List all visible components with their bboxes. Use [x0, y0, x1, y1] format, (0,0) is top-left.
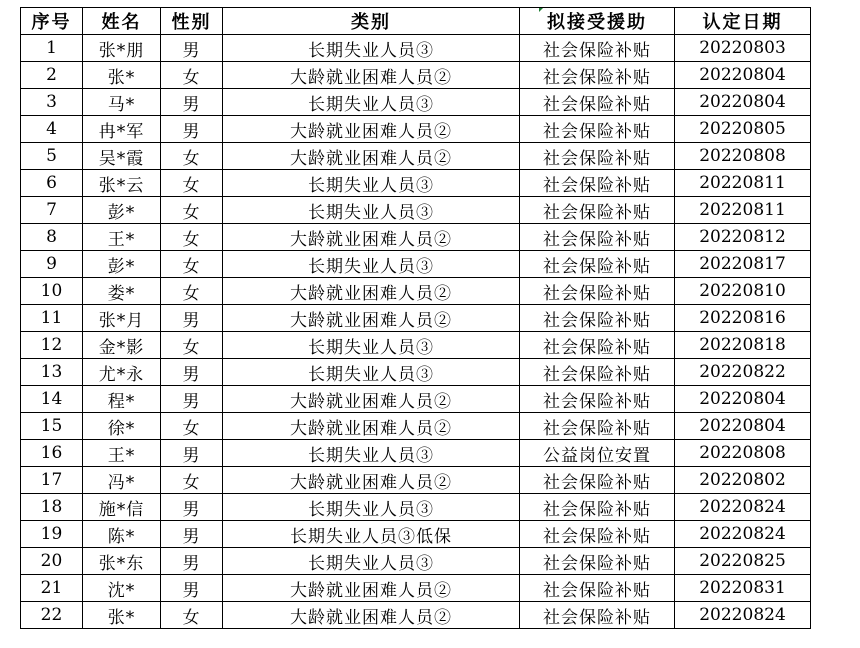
- cell-name[interactable]: 张*: [83, 602, 161, 629]
- cell-assistance[interactable]: 社会保险补贴: [520, 197, 675, 224]
- table-row: [21, 35, 811, 62]
- cell-category[interactable]: 长期失业人员③: [223, 440, 520, 467]
- cell-date[interactable]: 20220804: [675, 413, 811, 440]
- assistance-recipients-table: [20, 7, 811, 629]
- cell-name[interactable]: 沈*: [83, 575, 161, 602]
- cell-gender[interactable]: 男: [161, 305, 223, 332]
- cell-index[interactable]: 6: [21, 170, 83, 197]
- cell-gender[interactable]: 男: [161, 386, 223, 413]
- cell-assistance[interactable]: 社会保险补贴: [520, 413, 675, 440]
- cell-index[interactable]: 2: [21, 62, 83, 89]
- table-row: [21, 359, 811, 386]
- cell-index[interactable]: 4: [21, 116, 83, 143]
- cell-category[interactable]: 大龄就业困难人员②: [223, 224, 520, 251]
- cell-index[interactable]: 3: [21, 89, 83, 116]
- cell-date[interactable]: 20220805: [675, 116, 811, 143]
- cell-date[interactable]: 20220804: [675, 386, 811, 413]
- cell-name[interactable]: 徐*: [83, 413, 161, 440]
- header-index: 序号: [21, 8, 83, 35]
- cell-index[interactable]: 15: [21, 413, 83, 440]
- cell-gender[interactable]: 女: [161, 413, 223, 440]
- table-row: [21, 305, 811, 332]
- cell-index[interactable]: 5: [21, 143, 83, 170]
- table-row: [21, 278, 811, 305]
- cell-assistance[interactable]: 社会保险补贴: [520, 386, 675, 413]
- cell-assistance[interactable]: 社会保险补贴: [520, 521, 675, 548]
- cell-name[interactable]: 冯*: [83, 467, 161, 494]
- cell-category[interactable]: 大龄就业困难人员②: [223, 602, 520, 629]
- cell-name[interactable]: 张*东: [83, 548, 161, 575]
- cell-index[interactable]: 19: [21, 521, 83, 548]
- cell-name[interactable]: 张*月: [83, 305, 161, 332]
- cell-index[interactable]: 17: [21, 467, 83, 494]
- cell-assistance[interactable]: 社会保险补贴: [520, 548, 675, 575]
- cell-index[interactable]: 12: [21, 332, 83, 359]
- cell-name[interactable]: 金*影: [83, 332, 161, 359]
- cell-name[interactable]: 张*云: [83, 170, 161, 197]
- cell-date[interactable]: 20220831: [675, 575, 811, 602]
- cell-date[interactable]: 20220824: [675, 494, 811, 521]
- cell-index[interactable]: 22: [21, 602, 83, 629]
- cell-gender[interactable]: 男: [161, 35, 223, 62]
- cell-category[interactable]: 大龄就业困难人员②: [223, 575, 520, 602]
- cell-gender[interactable]: 男: [161, 116, 223, 143]
- cell-date[interactable]: 20220808: [675, 440, 811, 467]
- cell-index[interactable]: 8: [21, 224, 83, 251]
- cell-index[interactable]: 13: [21, 359, 83, 386]
- cell-category[interactable]: 大龄就业困难人员②: [223, 116, 520, 143]
- cell-gender[interactable]: 男: [161, 89, 223, 116]
- cell-assistance[interactable]: 社会保险补贴: [520, 467, 675, 494]
- cell-date[interactable]: 20220824: [675, 602, 811, 629]
- header-date: 认定日期: [675, 8, 811, 35]
- cell-gender[interactable]: 女: [161, 143, 223, 170]
- table-row: [21, 197, 811, 224]
- cell-date[interactable]: 20220811: [675, 197, 811, 224]
- cell-index[interactable]: 9: [21, 251, 83, 278]
- cell-category[interactable]: 大龄就业困难人员②: [223, 278, 520, 305]
- cell-category[interactable]: 长期失业人员③低保: [223, 521, 520, 548]
- cell-index[interactable]: 1: [21, 35, 83, 62]
- cell-assistance[interactable]: 社会保险补贴: [520, 305, 675, 332]
- table-row: [21, 413, 811, 440]
- cell-gender[interactable]: 女: [161, 62, 223, 89]
- table-row: [21, 494, 811, 521]
- cell-assistance[interactable]: 社会保险补贴: [520, 62, 675, 89]
- header-row: [21, 8, 811, 35]
- cell-assistance[interactable]: 社会保险补贴: [520, 35, 675, 62]
- cell-assistance[interactable]: 社会保险补贴: [520, 332, 675, 359]
- cell-assistance[interactable]: 社会保险补贴: [520, 602, 675, 629]
- table-row: [21, 251, 811, 278]
- cell-name[interactable]: 陈*: [83, 521, 161, 548]
- cell-assistance[interactable]: 社会保险补贴: [520, 224, 675, 251]
- cell-category[interactable]: 大龄就业困难人员②: [223, 305, 520, 332]
- cell-name[interactable]: 王*: [83, 224, 161, 251]
- cell-gender[interactable]: 男: [161, 548, 223, 575]
- table-row: [21, 332, 811, 359]
- table-row: [21, 386, 811, 413]
- cell-assistance[interactable]: 社会保险补贴: [520, 278, 675, 305]
- cell-date[interactable]: 20220804: [675, 89, 811, 116]
- cell-date[interactable]: 20220812: [675, 224, 811, 251]
- cell-date[interactable]: 20220808: [675, 143, 811, 170]
- cell-gender[interactable]: 男: [161, 494, 223, 521]
- cell-category[interactable]: 长期失业人员③: [223, 170, 520, 197]
- cell-category[interactable]: 大龄就业困难人员②: [223, 467, 520, 494]
- cell-category[interactable]: 大龄就业困难人员②: [223, 386, 520, 413]
- table-row: [21, 575, 811, 602]
- cell-date[interactable]: 20220802: [675, 467, 811, 494]
- cell-assistance[interactable]: 社会保险补贴: [520, 116, 675, 143]
- cell-gender[interactable]: 女: [161, 278, 223, 305]
- cell-assistance[interactable]: 社会保险补贴: [520, 575, 675, 602]
- table-row: [21, 116, 811, 143]
- cell-gender[interactable]: 男: [161, 359, 223, 386]
- header-category: 类别: [223, 8, 520, 35]
- cell-index[interactable]: 11: [21, 305, 83, 332]
- cell-category[interactable]: 长期失业人员③: [223, 359, 520, 386]
- cell-index[interactable]: 21: [21, 575, 83, 602]
- cell-date[interactable]: 20220803: [675, 35, 811, 62]
- table-row: [21, 143, 811, 170]
- cell-gender[interactable]: 女: [161, 251, 223, 278]
- cell-date[interactable]: 20220818: [675, 332, 811, 359]
- table-row: [21, 521, 811, 548]
- table-row: [21, 602, 811, 629]
- cell-gender[interactable]: 男: [161, 575, 223, 602]
- cell-gender[interactable]: 男: [161, 521, 223, 548]
- cell-name[interactable]: 马*: [83, 89, 161, 116]
- cell-name[interactable]: 娄*: [83, 278, 161, 305]
- cell-date[interactable]: 20220824: [675, 521, 811, 548]
- table-row: [21, 548, 811, 575]
- table-row: [21, 62, 811, 89]
- cell-category[interactable]: 长期失业人员③: [223, 89, 520, 116]
- cell-date[interactable]: 20220810: [675, 278, 811, 305]
- cell-assistance[interactable]: 社会保险补贴: [520, 251, 675, 278]
- cell-index[interactable]: 14: [21, 386, 83, 413]
- cell-date[interactable]: 20220825: [675, 548, 811, 575]
- cell-index[interactable]: 18: [21, 494, 83, 521]
- cell-date[interactable]: 20220817: [675, 251, 811, 278]
- cell-assistance[interactable]: 社会保险补贴: [520, 170, 675, 197]
- cell-name[interactable]: 施*信: [83, 494, 161, 521]
- cell-date[interactable]: 20220816: [675, 305, 811, 332]
- cell-assistance[interactable]: 社会保险补贴: [520, 143, 675, 170]
- cell-assistance[interactable]: 公益岗位安置: [520, 440, 675, 467]
- cell-category[interactable]: 大龄就业困难人员②: [223, 413, 520, 440]
- cell-assistance[interactable]: 社会保险补贴: [520, 359, 675, 386]
- cell-gender[interactable]: 女: [161, 332, 223, 359]
- cell-date[interactable]: 20220822: [675, 359, 811, 386]
- cell-name[interactable]: 吴*霞: [83, 143, 161, 170]
- cell-gender[interactable]: 女: [161, 467, 223, 494]
- table-row: [21, 170, 811, 197]
- cell-name[interactable]: 程*: [83, 386, 161, 413]
- cell-category[interactable]: 大龄就业困难人员②: [223, 143, 520, 170]
- cell-assistance[interactable]: 社会保险补贴: [520, 89, 675, 116]
- header-assistance: 拟接受援助: [520, 8, 675, 35]
- cell-name[interactable]: 王*: [83, 440, 161, 467]
- cell-category[interactable]: 长期失业人员③: [223, 494, 520, 521]
- cell-category[interactable]: 长期失业人员③: [223, 35, 520, 62]
- cell-category[interactable]: 长期失业人员③: [223, 548, 520, 575]
- cell-gender[interactable]: 男: [161, 440, 223, 467]
- cell-name[interactable]: 彭*: [83, 197, 161, 224]
- cell-name[interactable]: 冉*军: [83, 116, 161, 143]
- cell-name[interactable]: 张*: [83, 62, 161, 89]
- cell-name[interactable]: 尤*永: [83, 359, 161, 386]
- cell-index[interactable]: 20: [21, 548, 83, 575]
- table-row: [21, 467, 811, 494]
- cell-category[interactable]: 长期失业人员③: [223, 197, 520, 224]
- header-name: 姓名: [83, 8, 161, 35]
- cell-gender[interactable]: 女: [161, 224, 223, 251]
- cell-category[interactable]: 大龄就业困难人员②: [223, 62, 520, 89]
- cell-gender[interactable]: 女: [161, 170, 223, 197]
- cell-category[interactable]: 长期失业人员③: [223, 332, 520, 359]
- table-row: [21, 89, 811, 116]
- cell-date[interactable]: 20220804: [675, 62, 811, 89]
- table-row: [21, 224, 811, 251]
- cell-category[interactable]: 长期失业人员③: [223, 251, 520, 278]
- cell-index[interactable]: 16: [21, 440, 83, 467]
- cell-index[interactable]: 10: [21, 278, 83, 305]
- cell-gender[interactable]: 女: [161, 602, 223, 629]
- cell-name[interactable]: 张*朋: [83, 35, 161, 62]
- table-row: [21, 440, 811, 467]
- cell-assistance[interactable]: 社会保险补贴: [520, 494, 675, 521]
- cell-gender[interactable]: 女: [161, 197, 223, 224]
- cell-name[interactable]: 彭*: [83, 251, 161, 278]
- cell-date[interactable]: 20220811: [675, 170, 811, 197]
- header-gender: 性别: [161, 8, 223, 35]
- cell-index[interactable]: 7: [21, 197, 83, 224]
